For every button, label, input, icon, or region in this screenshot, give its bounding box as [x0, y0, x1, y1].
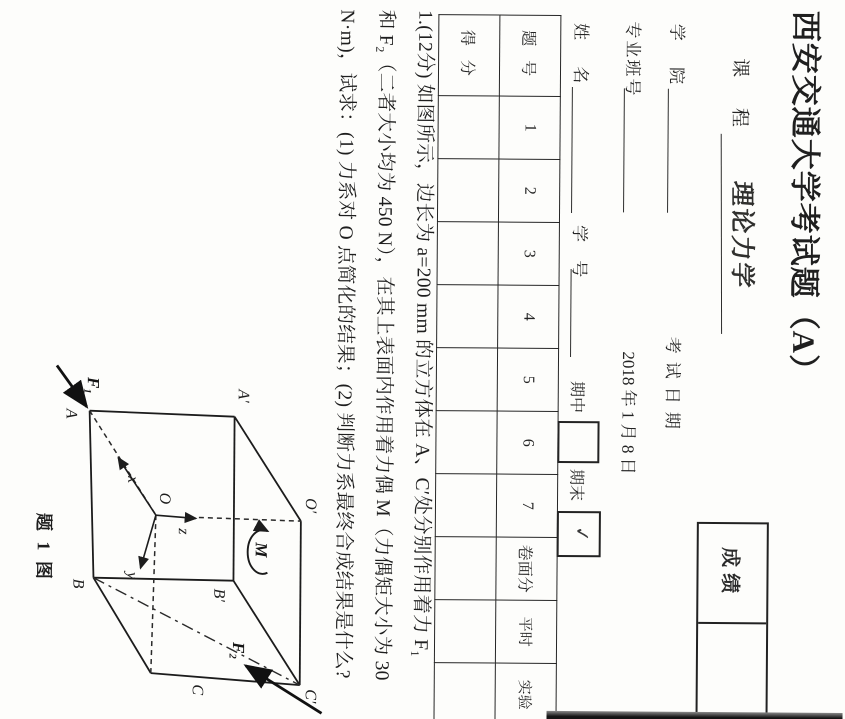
final-label: 期末	[567, 469, 585, 502]
z-axis-arrow	[156, 515, 196, 518]
score-table-header-row	[495, 15, 561, 719]
vertex-label-C: C	[188, 684, 206, 696]
final-checkbox	[557, 511, 601, 557]
score-cell	[438, 96, 499, 159]
major-class-label: 专业班号	[622, 21, 643, 98]
student-id-label: 学 号	[569, 225, 589, 285]
question-line-3: N·m)，试求：(1) 力系对 O 点简化的结果；(2) 判断力系最终合成结果是什么?	[331, 9, 358, 679]
vertex-label-O: O	[155, 492, 174, 505]
force-label-F2: F₂	[228, 642, 249, 660]
coordinate-axes	[118, 458, 197, 569]
vertex-label-O-prime: O′	[301, 498, 320, 514]
score-row-label: 得 分	[438, 15, 500, 96]
col-lab: 实验	[495, 663, 556, 719]
midterm-checkbox	[557, 421, 599, 463]
col-7: 7	[496, 474, 557, 537]
vertex-label-A: A	[62, 408, 80, 419]
col-coursework: 平时	[495, 600, 556, 663]
course-value: 理论力学	[721, 134, 762, 337]
col-4: 4	[498, 285, 559, 348]
couple-label-M: M	[251, 542, 271, 558]
question-line-2: 和 F₂（二者大小均为 450 N），在其上表面内作用着力偶 M（力偶矩大小为 30	[370, 9, 397, 681]
major-class-blank	[623, 88, 651, 212]
vertex-label-B-prime: B′	[210, 588, 228, 602]
score-cell	[435, 537, 496, 600]
axis-label-x: x	[124, 475, 142, 484]
vertex-label-B: B	[69, 578, 87, 589]
score-cell	[434, 600, 495, 663]
vertex-label-C-prime: C′	[301, 689, 319, 704]
col-1: 1	[499, 96, 560, 159]
figure-caption: 题 1 图	[33, 512, 54, 582]
exam-date-label: 考试日期	[662, 336, 683, 437]
score-cell	[437, 285, 498, 348]
question-line-1: 1.(12分) 如图所示，边长为 a=200 mm 的立方体在 A、C′处分别作用着力 F₁	[409, 9, 436, 658]
score-table-score-row	[434, 15, 500, 719]
scan-edge-shadow	[546, 711, 842, 719]
vertex-label-A-prime: A′	[234, 389, 252, 403]
name-blank	[571, 87, 599, 213]
final-checkmark: ✓	[570, 525, 593, 544]
col-5: 5	[497, 348, 558, 411]
col-6: 6	[497, 411, 558, 474]
y-axis-arrow	[141, 515, 156, 568]
axis-label-y: y	[123, 571, 141, 580]
score-cell	[436, 348, 497, 411]
exam-date-value: 2018 年 1 月 8 日	[618, 351, 639, 475]
diagonal-BC-prime	[93, 578, 301, 685]
axis-label-z: z	[174, 528, 192, 535]
exam-title: 西安交通大学考试题（A）	[785, 10, 824, 387]
school-label: 学 院	[666, 23, 687, 96]
score-cell	[437, 222, 498, 285]
name-label: 姓 名	[570, 23, 591, 95]
figure-1-cube	[3, 347, 346, 718]
col-2: 2	[498, 159, 559, 222]
x-axis-arrow	[118, 458, 156, 515]
student-id-blank	[570, 269, 598, 357]
school-blank	[667, 89, 695, 213]
col-3: 3	[498, 222, 559, 285]
score-box-value-cell	[697, 624, 766, 719]
col-paper-score: 卷面分	[496, 537, 557, 600]
force-F1-arrow	[57, 365, 87, 406]
score-cell	[437, 159, 498, 222]
score-cell	[435, 474, 496, 537]
score-box-label: 成绩	[698, 524, 767, 624]
force-label-F1: F₁	[83, 377, 103, 395]
qnum-header: 题 号	[499, 15, 561, 96]
score-cell	[436, 411, 497, 474]
score-box	[695, 522, 768, 719]
score-cell	[434, 663, 495, 719]
midterm-label: 期中	[567, 381, 585, 414]
course-label: 课 程	[728, 58, 751, 141]
score-table	[433, 14, 561, 719]
